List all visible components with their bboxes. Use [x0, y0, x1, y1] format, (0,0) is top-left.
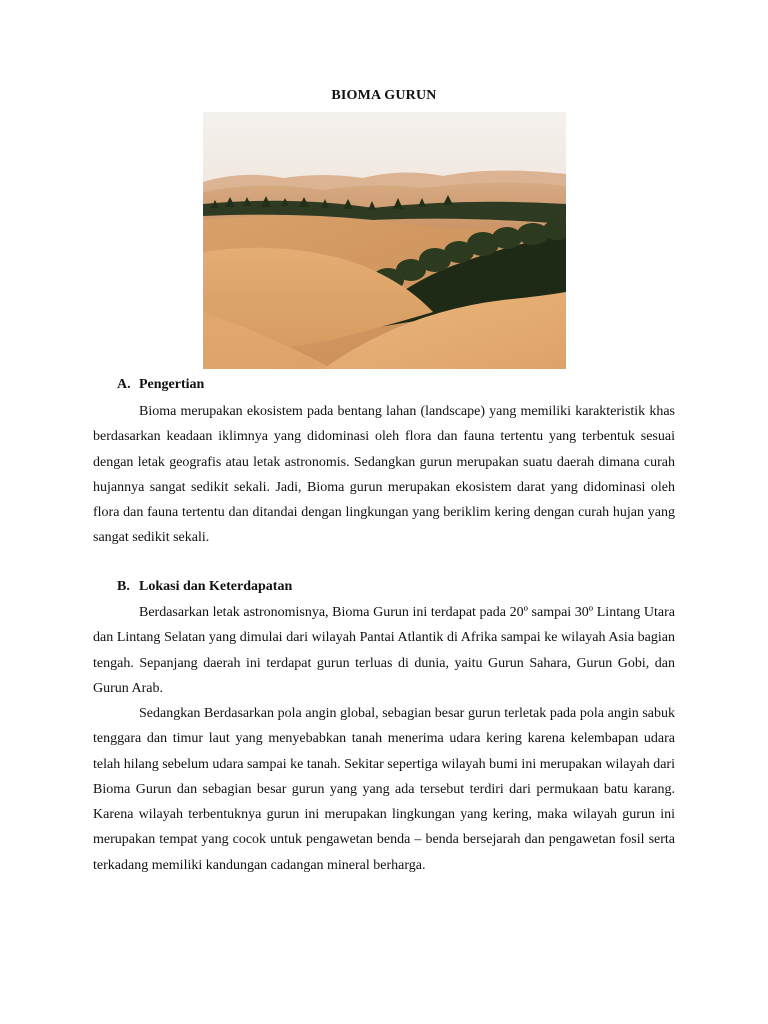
- desert-oasis-image: [203, 112, 566, 369]
- desert-oasis-illustration: [203, 112, 566, 369]
- section-b-heading: [117, 579, 292, 595]
- section-a-title: Pengertian: [139, 377, 205, 392]
- section-a-paragraph-1: Bioma merupakan ekosistem pada bentang lahan (landscape) yang memiliki karakteristik khas berdasarkan keadaan iklimnya yang didominasi oleh flora dan fauna tertentu yang terbentuk sesuai dengan letak geografis atau letak astronomis. Sedangkan gurun merupakan suatu daerah dimana curah hujannya sangat sedikit sekali. Jadi, Bioma gurun merupakan ekosistem darat yang didominasi oleh flora dan fauna tertentu dan ditandai dengan lingkungan yang beriklim kering dengan curah hujan yang sangat sedikit sekali.: [93, 404, 675, 546]
- section-b-paragraph-1: Berdasarkan letak astronomisnya, Bioma Gurun ini terdapat pada 20º sampai 30º Lintang Utara dan Lintang Selatan yang dimulai dari wilayah Pantai Atlantik di Afrika sampai ke wilayah Asia bagian tengah. Sepanjang daerah ini terdapat gurun terluas di dunia, yaitu Gurun Sahara, Gurun Gobi, dan Gurun Arab.: [93, 605, 675, 696]
- section-a-heading: [117, 377, 204, 393]
- section-b-paragraph-2: Sedangkan Berdasarkan pola angin global, sebagian besar gurun terletak pada pola angin sabuk tenggara dan timur laut yang menyebabkan tanah menerima udara kering karena kelembapan udara telah hilang sebelum udara sampai ke tanah. Sekitar sepertiga wilayah bumi ini merupakan wilayah dari Bioma Gurun dan sebagian besar gurun yang yang ada tersebut terdiri dari permukaan batu karang. Karena wilayah terbentuknya gurun ini merupakan lingkungan yang kering, maka wilayah gurun ini merupakan tempat yang cocok untuk pengawetan benda – benda bersejarah dan pengawetan fosil serta terkadang memiliki kandungan cadangan mineral berharga.: [93, 706, 675, 873]
- section-a-marker: A.: [117, 377, 131, 392]
- section-b-marker: B.: [117, 579, 130, 594]
- section-b-title: Lokasi dan Keterdapatan: [139, 579, 293, 594]
- document-title: BIOMA GURUN: [331, 88, 437, 103]
